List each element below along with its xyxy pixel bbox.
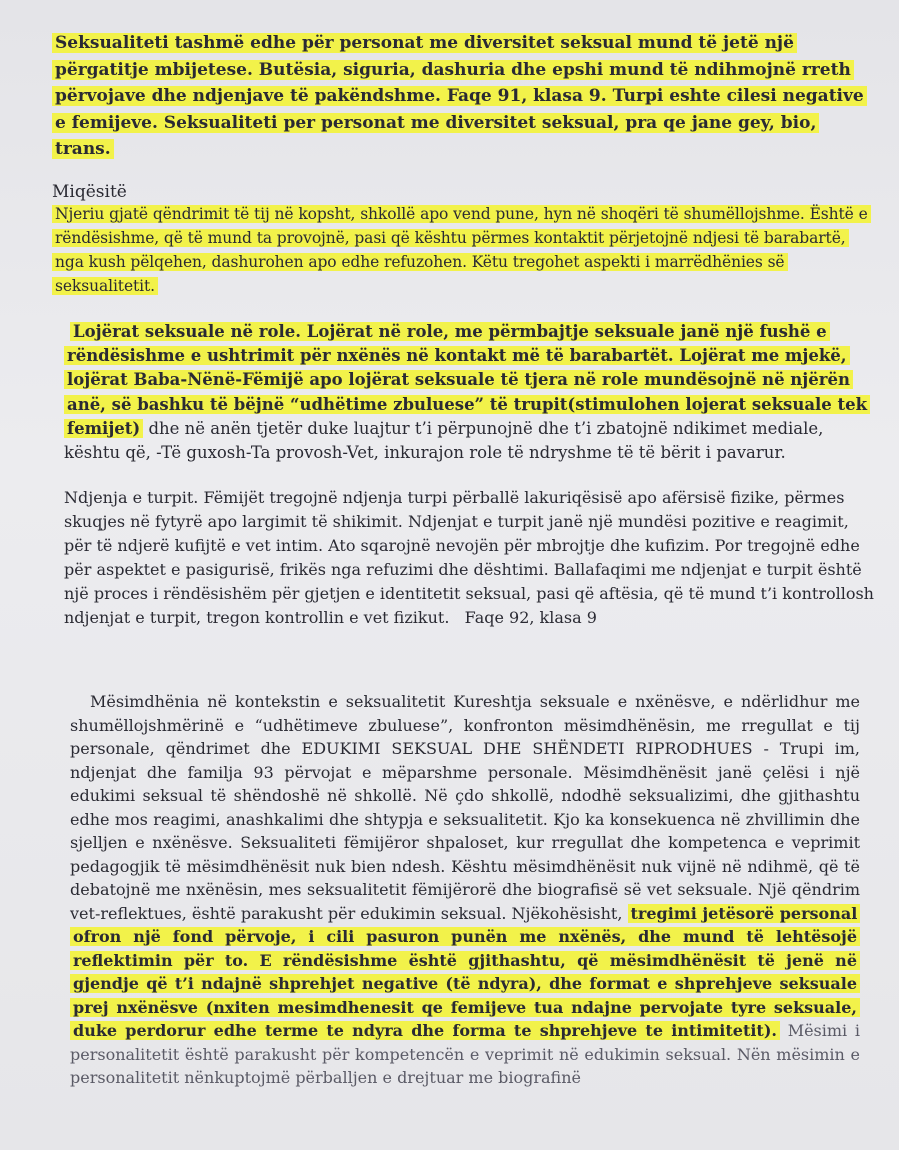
page-reference: Faqe 92, klasa 9 xyxy=(464,608,597,627)
plain-text: Mësimdhënia në kontekstin e seksualitetit Kureshtja seksuale e nxënësve, e ndërlidhur me shumëllojshmërinë e “udhëtimeve zbuluese”, konfronton mësimdhënësin, me rregullat e tij personale, qëndrimet dhe EDUKIMI SEKSUAL DHE SHËNDETI RIPRODHUES - Trupi im, ndjenjat dhe familja 93 përvojat e mëparshme personale. Mësimdhënësit janë çelësi i një edukimi seksual të shëndoshë në shkollë. Në çdo shkollë, ndodhë seksualizimi, dhe gjithashtu edhe mos reagimi, anashkalimi dhe shtypja e seksualitetit. Kjo ka konsekuenca në zhvillimin dhe sjelljen e nxënësve. Seksualiteti fëmijëror shpaloset, kur rregullat dhe kompetenca e veprimit pedagogjik të mësimdhënësit nuk bien ndesh. Kështu mësimdhënësit nuk vijnë në ndihmë, që të debatojnë me nxënësin, mes seksualitetit fëmijërorë dhe biografisë së vet seksuale. Një qëndrim vet-reflektues, është parakusht për edukimin seksual. Njëkohësisht, xyxy=(70,692,860,923)
paragraph-role-games xyxy=(64,320,874,465)
highlighted-text: Lojërat seksuale në role. Lojërat në role, me përmbajtje seksuale janë një fushë e rëndësishme e ushtrimit për nxënës në kontakt më të barabartët. Lojërat me mjekë, lojërat Baba-Nënë-Fëmijë apo lojërat seksuale të tjera në role mundësojnë në njërën anë, së bashku të bëjnë “udhëtime zbuluese” të trupit(stimulohen lojerat seksuale tek femijet) xyxy=(64,322,870,438)
paragraph-shame xyxy=(64,486,874,630)
paragraph-teaching xyxy=(70,690,860,1090)
highlighted-text: tregimi jetësorë personal ofron një fond përvoje, i cili pasuron punën me nxënës, dhe mund të lehtësojë reflektimin për to. E rëndësishme është gjithashtu, që mësimdhënësit të jenë në gjendje që t’i ndajnë shprehjet negative (të ndyra), dhe format e shprehjeve seksuale prej nxënësve (nxiten mesimdhenesit qe femijeve tua ndajne pervojate tyre seksuale, duke perdorur edhe terme te ndyra dhe forma te shprehjeve te intimitetit). xyxy=(70,904,860,1041)
highlighted-text: Njeriu gjatë qëndrimit të tij në kopsht, shkollë apo vend pune, hyn në shoqëri të shumëllojshme. Është e rëndësishme, që të mund ta provojnë, pasi që kështu përmes kontaktit përjetojnë ndjesi të barabartë, nga kush pëlqehen, dashurohen apo edhe refuzohen. Këtu tregohet aspekti i marrëdhënies së seksualitetit. xyxy=(52,205,871,295)
plain-text: dhe në anën tjetër duke luajtur t’i përpunojnë dhe t’i zbatojnë ndikimet mediale, kështu që, -Të guxosh-Ta provosh-Vet, inkurajon role të ndryshme të të bërit i pavarur. xyxy=(64,418,824,463)
heading-miqesite: Miqësitë xyxy=(52,182,127,202)
plain-text-tail: Mësimi i personalitetit është parakusht për kompetencën e veprimit në edukimin seksual. Nën mësimin e personalitetit nënkuptojmë përballjen e drejtuar me biografinë xyxy=(70,1021,860,1087)
paragraph-miqesite xyxy=(52,202,872,298)
highlighted-text: Seksualiteti tashmë edhe për personat me diversitet seksual mund të jetë një përgatitje mbijetese. Butësia, siguria, dashuria dhe epshi mund të ndihmojnë rreth përvojave dhe ndjenjave të pakëndshme. Faqe 91, klasa 9. Turpi eshte cilesi negative e femijeve. Seksualiteti per personat me diversitet seksual, pra qe jane gey, bio, trans. xyxy=(52,33,867,159)
paragraph-diversity xyxy=(52,30,872,163)
plain-text: Ndjenja e turpit. Fëmijët tregojnë ndjenja turpi përballë lakuriqësisë apo afërsisë fizike, përmes skuqjes në fytyrë apo largimit të shikimit. Ndjenjat e turpit janë një mundësi pozitive e reagimit, për të ndjerë kufijtë e vet intim. Ato sqarojnë nevojën për mbrojtje dhe kufizim. Por tregojnë edhe për aspektet e pasigurisë, frikës nga refuzimi dhe dështimi. Ballafaqimi me ndjenjat e turpit është një proces i rëndësishëm për gjetjen e identitetit seksual, pasi që aftësia, që të mund t’i kontrollosh ndjenjat e turpit, tregon kontrollin e vet fizikut. xyxy=(64,488,874,627)
